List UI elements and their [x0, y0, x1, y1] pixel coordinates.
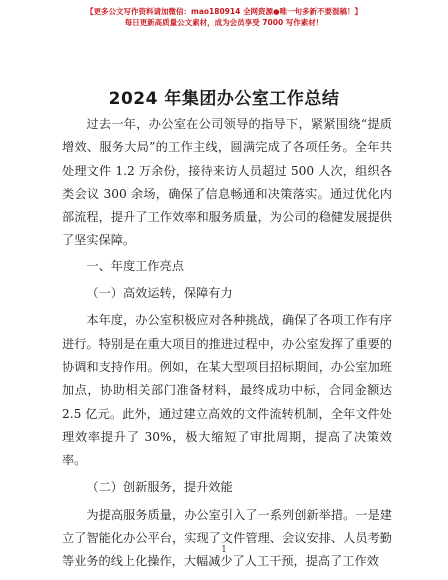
- innovative-service-paragraph: 为提高服务质量，办公室引入了一系列创新举措。一是建立了智能化办公平台，实现了文件管理、会议安排、人员考勤等业务的线上化操作，大幅减少了人工干预，提高了工作效: [62, 507, 392, 569]
- section-heading-highlights: 一、年度工作亮点: [86, 258, 184, 273]
- efficient-operation-paragraph: 本年度，办公室积极应对各种挑战，确保了各项工作有序进行。特别是在重大项目的推进过程中，办公室发挥了重要的协调和支持作用。例如，在某大型项目招标期间，办公室加班加点，协助相关部门准备材料，最终成功中标，合同金额达 2.5 亿元。此外，通过建立高效的文件流转机制，全年文件处理效率提升了 30%，极大缩短了审批周期，提高了决策效率。: [62, 313, 392, 468]
- intro-paragraph: 过去一年，办公室在公司领导的指导下，紧紧围绕“提质增效、服务大局”的工作主线，圆满完成了各项任务。全年共处理文件 1.2 万余份，接待来访人员超过 500 人次，组织各类会议 300 余场，确保了信息畅通和决策落实。通过优化内部流程，提升了工作效率和服务质量，为公司的稳健发展提供了坚实保障。: [62, 117, 392, 248]
- promo-banner-line-1: 【更多公文写作资料请加微信：mao180914 全网资源●唯一句多新不要混稿！】: [86, 7, 362, 16]
- subsection-heading-innovative-service: （二）创新服务，提升效能: [86, 480, 233, 495]
- subsection-heading-efficient-operation: （一）高效运转，保障有力: [86, 286, 233, 301]
- page-number: 1: [221, 545, 227, 555]
- document-body: [62, 113, 392, 574]
- document-title: 2024 年集团办公室工作总结: [108, 89, 340, 109]
- promo-banner-line-2: 每日更新高质量公文素材，成为会员享受 7000 写作素材！: [124, 18, 324, 27]
- promo-banner: [0, 6, 448, 28]
